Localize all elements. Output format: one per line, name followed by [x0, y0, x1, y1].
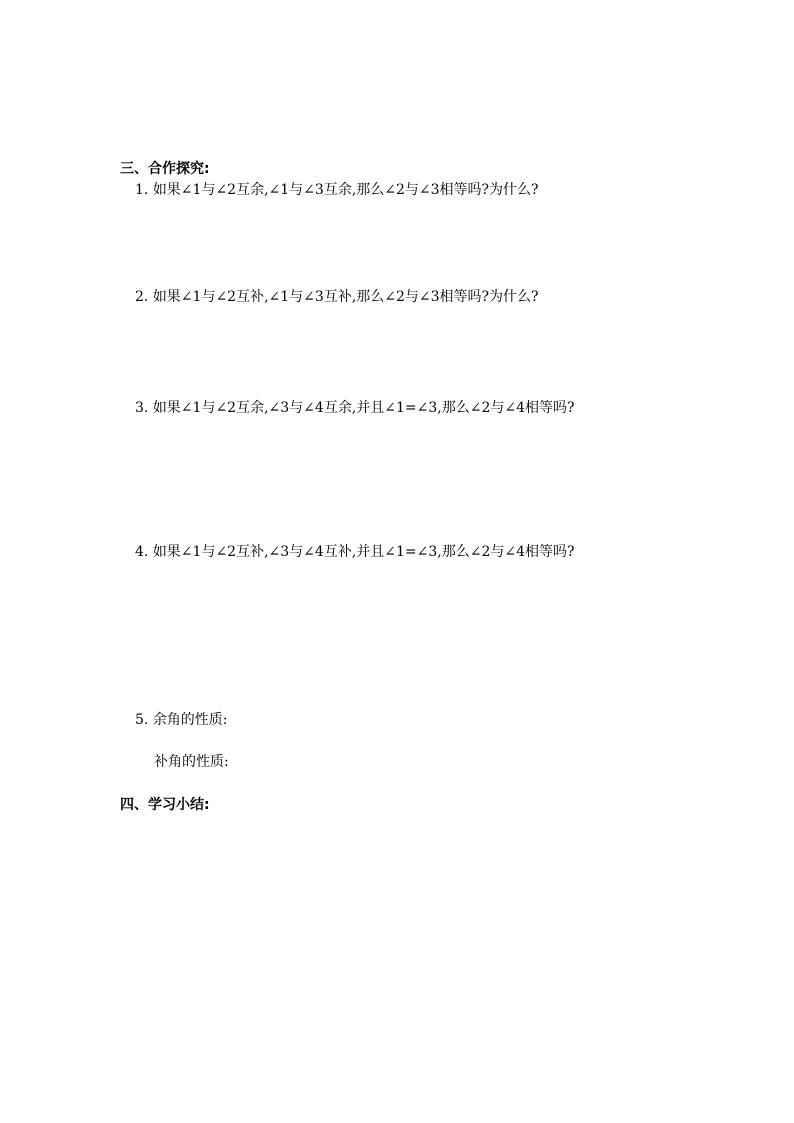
question-2-text: 如果∠1与∠2互补,∠1与∠3互补,那么∠2与∠3相等吗?为什么? [152, 289, 539, 305]
question-1 [135, 181, 539, 199]
question-5-number: 5. [135, 712, 149, 728]
question-2-number: 2. [135, 289, 149, 305]
question-1-number: 1. [135, 182, 149, 198]
question-1-text: 如果∠1与∠2互余,∠1与∠3互余,那么∠2与∠3相等吗?为什么? [152, 182, 539, 198]
question-3-number: 3. [135, 400, 149, 416]
section-4-heading: 四、学习小结: [120, 797, 210, 813]
question-4-number: 4. [135, 544, 149, 560]
question-4-text: 如果∠1与∠2互补,∠3与∠4互补,并且∠1=∠3,那么∠2与∠4相等吗? [152, 544, 575, 560]
section-3-heading: 三、合作探究: [120, 161, 210, 177]
question-5-text: 余角的性质: [152, 712, 228, 728]
question-2 [135, 288, 539, 306]
question-3-text: 如果∠1与∠2互余,∠3与∠4互余,并且∠1=∠3,那么∠2与∠4相等吗? [152, 400, 575, 416]
supplement-property-label: 补角的性质: [154, 754, 229, 770]
question-4 [135, 543, 575, 561]
question-3 [135, 399, 575, 417]
question-5 [135, 711, 228, 729]
